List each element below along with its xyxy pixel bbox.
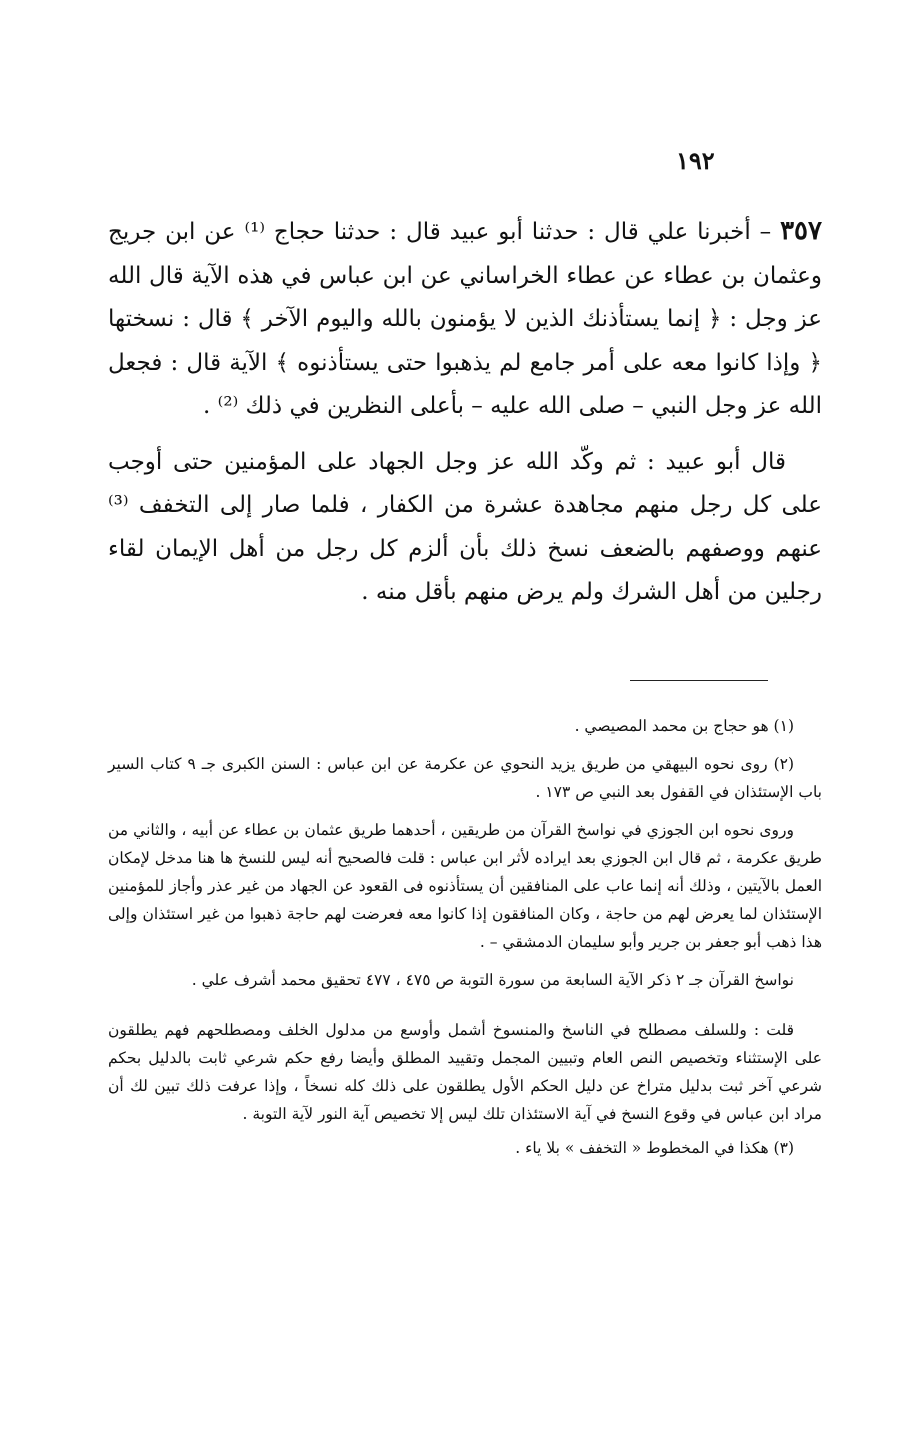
footnote-3: (٣) هكذا في المخطوط « التخفف » بلا ياء . [515,1139,794,1157]
footnotes [108,712,822,1162]
footnote-2-continued: وروى نحوه ابن الجوزي في نواسخ القرآن من طريقين ، أحدهما طريق عثمان بن عطاء عن أبيه ، والثاني من طريق عكرمة ، ثم قال ابن الجوزي بعد ايراده لأثر ابن عباس : قلت فالصحيح أنه ليس للنسخ ها هنا مدخل لإمكان العمل بالآيتين ، وذلك أنه إنما عاب على المنافقين أن يستأذنوه فى القعود عن الجهاد من غير عذر وأجاز للمؤمنين الإستئذان لما يعرض لهم من حاجة ، وكان المنافقون إذا كانوا معه فعرضت لهم حاجة ذهبوا من غير استئذان وإلى هذا ذهب أبو جعفر بن جرير وأبو سليمان الدمشقي – . [108,821,822,951]
editor-comment: قلت : وللسلف مصطلح في الناسخ والمنسوخ أشمل وأوسع من مدلول الخلف ومصطلحهم فهم يطلقون على الإستثناء وتخصيص النص العام وتبيين المجمل وتقييد المطلق وأيضا رفع حكم شرعي ثابت بالدليل بحكم شرعي آخر ثبت بدليل متراخ عن دليل الحكم الأول يطلقون على ذلك كله نسخاً ، وإذا عرفت ذلك تبين لك أن مراد ابن عباس في وقوع النسخ في آية الاستئذان تلك ليس إلا تخصيص آية النور لآية التوبة . [108,1021,822,1123]
hadith-paragraph [108,210,822,429]
footnote-1: (١) هو حجاج بن محمد المصيصي . [574,717,794,735]
hadith-number: ٣٥٧ [780,216,822,246]
page-number: ١٩٢ [676,146,715,175]
main-text [108,210,822,615]
footnote-divider [630,680,768,681]
hadith-text: – أخبرنا علي قال : حدثنا أبو عبيد قال : حدثنا حجاج ⁽¹⁾ عن ابن جريج وعثمان بن عطاء عن عطاء الخراساني عن ابن عباس في هذه الآية قال الله عز وجل : ﴿ إنما يستأذنك الذين لا يؤمنون بالله واليوم الآخر ﴾ قال : نسختها ﴿ وإذا كانوا معه على أمر جامع لم يذهبوا حتى يستأذنوه ﴾ الآية قال : فجعل الله عز وجل النبي – صلى الله عليه – بأعلى النظرين في ذلك ⁽²⁾ . [108,219,822,419]
commentary-paragraph: قال أبو عبيد : ثم وكّد الله عز وجل الجهاد على المؤمنين حتى أوجب على كل رجل منهم مجاهدة عشرة من الكفار ، فلما صار إلى التخفف ⁽³⁾ عنهم ووصفهم بالضعف نسخ ذلك بأن ألزم كل رجل من أهل الإيمان لقاء رجلين من أهل الشرك ولم يرض منهم بأقل منه . [108,448,822,605]
footnote-2: (٢) روى نحوه البيهقي من طريق يزيد النحوي عن عكرمة عن ابن عباس : السنن الكبرى جـ ٩ كتاب السير باب الإستئذان في القفول بعد النبي ص ١٧٣ . [108,755,822,801]
footnote-2-reference: نواسخ القرآن جـ ٢ ذكر الآية السابعة من سورة التوبة ص ٤٧٥ ، ٤٧٧ تحقيق محمد أشرف علي . [191,971,794,989]
